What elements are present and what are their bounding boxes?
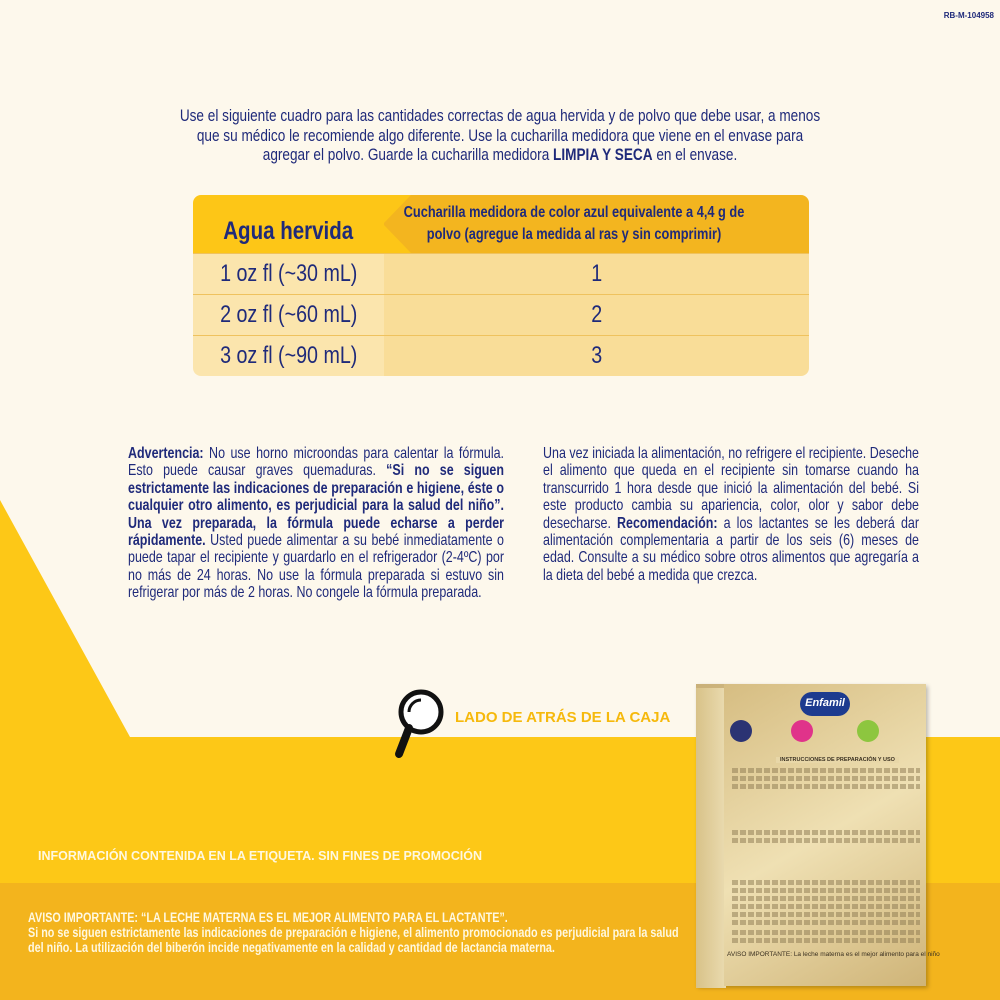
warning-paragraph: Advertencia: No use horno microondas para calentar la fórmula. Esto puede causar graves quemaduras. “Si no se siguen estrictamente las indicaciones de preparación e higiene, éste o cualquier otro alimento, es perjudicial para la salud del niño”. Una vez preparada, la fórmula puede echarse a perder rápidamente. Usted puede alimentar a su bebé inmediatamente o puede tapar el recipiente y guardarlo en el refrigerador (2-4ºC) por no más de 24 horas. No use la fórmula preparada si estuvo sin refrigerar por más de 2 horas. No congele la fórmula preparada. [128,445,504,602]
table-header [193,195,809,253]
recommendation-paragraph: Una vez iniciada la alimentación, no refrigere el recipiente. Deseche el alimento que queda en el recipiente sin tomarse cuando ha transcurrido 1 hora desde que inició la alimentación del bebé. Si este producto cambia su apariencia, color, olor y sabor debe desecharse. Recomendación: a los lactantes se les deberá dar alimentación complementaria a partir de los seis (6) meses de edad. Consulte a su médico sobre otros alimentos que agregaría a la dieta del bebé a medida que crezca. [543,445,919,584]
table-row: 3 oz fl (~90 mL) 3 [193,335,809,376]
back-of-box-label: LADO DE ATRÁS DE LA CAJA [455,709,671,726]
preparation-table [193,195,809,376]
header-scoop: Cucharilla medidora de color azul equivalente a 4,4 g de polvo (agregue la medida al ras y sin comprimir) [384,195,809,253]
table-row: 1 oz fl (~30 mL) 1 [193,253,809,294]
reference-code: RB-M-104958 [943,11,994,20]
important-notice [28,910,684,955]
brand-logo: Enfamil [800,692,850,716]
box-notice: AVISO IMPORTANTE: La leche materna es el mejor alimento para el niño [727,951,940,958]
box-section-title: INSTRUCCIONES DE PREPARACIÓN Y USO [776,757,899,763]
important-notice-title: AVISO IMPORTANTE: “LA LECHE MATERNA ES EL MEJOR ALIMENTO PARA EL LACTANTE”. [28,910,508,925]
important-notice-body: Si no se siguen estrictamente las indicaciones de preparación e higiene, el alimento promocionado es perjudicial para la salud del niño. La utilización del biberón incide negativamente en la calidad y cantidad de lactancia materna. [28,925,679,955]
info-disclaimer: INFORMACIÓN CONTENIDA EN LA ETIQUETA. SIN FINES DE PROMOCIÓN [38,849,482,863]
magnifier-icon [393,688,449,760]
header-water: Agua hervida [193,195,384,253]
intro-paragraph: Use el siguiente cuadro para las cantidades correctas de agua hervida y de polvo que debe usar, a menos que su médico le recomiende algo diferente. Use la cucharilla medidora que viene en el envase para agregar el polvo. Guarde la cucharilla medidora LIMPIA Y SECA en el envase. [179,106,821,164]
table-row: 2 oz fl (~60 mL) 2 [193,294,809,335]
